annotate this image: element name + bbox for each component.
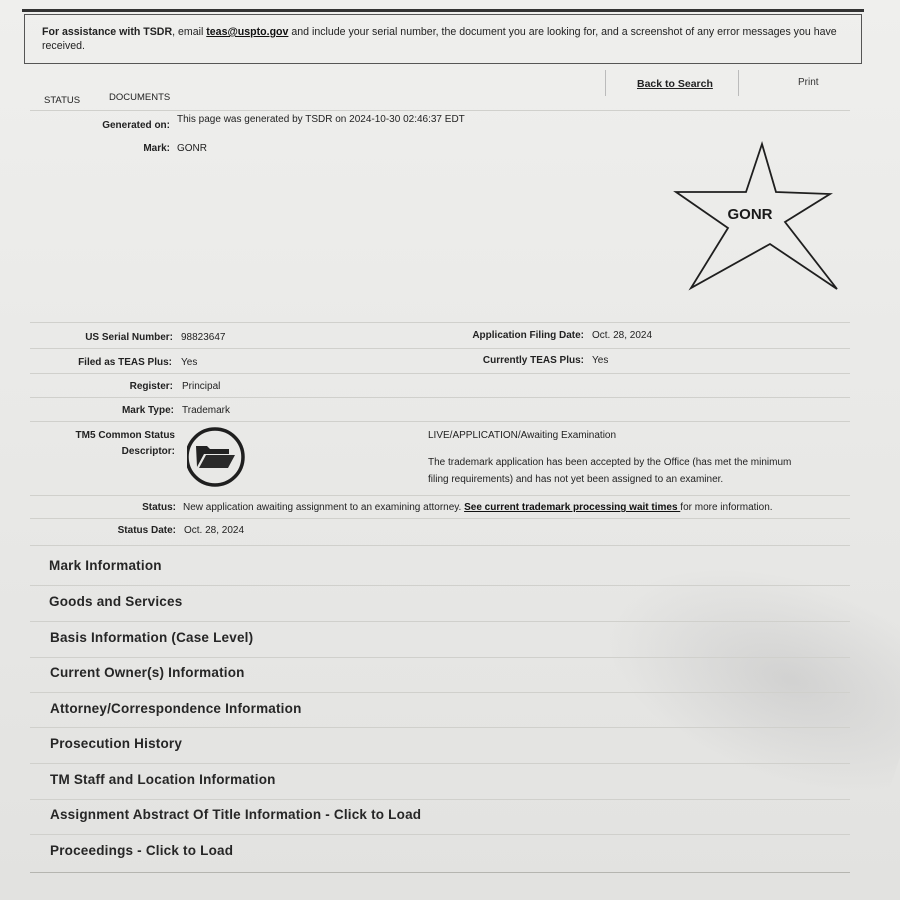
section-basis-information[interactable]: Basis Information (Case Level)	[50, 630, 254, 645]
assistance-middle: , email	[172, 26, 207, 38]
section-attorney-correspondence[interactable]: Attorney/Correspondence Information	[50, 701, 302, 716]
nav-divider	[738, 70, 739, 96]
tm5-label-line1: TM5 Common Status	[75, 430, 175, 441]
tab-status[interactable]: STATUS	[44, 95, 81, 106]
tm5-description-line2: filing requirements) and has not yet been assigned to an examiner.	[428, 474, 724, 485]
status-value	[183, 502, 773, 513]
support-email-link[interactable]: teas@uspto.gov	[206, 26, 289, 38]
divider	[30, 322, 850, 323]
divider	[30, 834, 850, 835]
mark-type-label: Mark Type:	[121, 405, 174, 416]
status-suffix: for more information.	[680, 502, 773, 513]
mark-label: Mark:	[143, 143, 170, 154]
filing-date-label: Application Filing Date:	[472, 330, 584, 341]
tm5-description-line1: The trademark application has been accepted by the Office (has met the minimum	[428, 457, 792, 468]
divider	[30, 373, 850, 374]
section-assignment-abstract[interactable]: Assignment Abstract Of Title Information - Click to Load	[50, 807, 422, 822]
register-value: Principal	[182, 381, 221, 392]
section-mark-information[interactable]: Mark Information	[49, 558, 162, 573]
assistance-suffix: and include your serial number, the document you are looking for, and a screenshot of any error messages you have received.	[42, 26, 837, 52]
teas-plus-label: Filed as TEAS Plus:	[78, 357, 172, 368]
status-label: Status:	[142, 502, 176, 513]
processing-wait-times-link[interactable]: See current trademark processing wait times	[464, 502, 681, 513]
filing-date-value: Oct. 28, 2024	[592, 330, 653, 341]
divider	[30, 518, 850, 519]
top-rule	[22, 9, 864, 12]
tm5-label-line2: Descriptor:	[121, 446, 175, 457]
divider	[30, 872, 850, 873]
status-text: New application awaiting assignment to an examining attorney.	[183, 502, 465, 513]
section-current-owner[interactable]: Current Owner(s) Information	[50, 665, 245, 680]
status-date-value: Oct. 28, 2024	[184, 525, 245, 536]
assistance-prefix: For assistance with TSDR	[42, 26, 173, 38]
teas-plus-value: Yes	[181, 357, 198, 368]
serial-value: 98823647	[181, 332, 226, 343]
divider	[30, 348, 850, 349]
mark-image-text: GONR	[727, 206, 773, 223]
mark-type-value: Trademark	[182, 405, 230, 416]
divider	[30, 621, 850, 622]
divider	[30, 545, 850, 546]
register-label: Register:	[129, 381, 173, 392]
section-prosecution-history[interactable]: Prosecution History	[50, 736, 183, 751]
tab-documents[interactable]: DOCUMENTS	[109, 92, 171, 103]
mark-image	[672, 140, 842, 300]
section-goods-and-services[interactable]: Goods and Services	[49, 594, 183, 609]
divider	[30, 585, 850, 586]
divider	[30, 110, 850, 111]
divider	[30, 727, 850, 728]
divider	[30, 421, 850, 422]
divider	[30, 657, 850, 658]
serial-label: US Serial Number:	[85, 332, 173, 343]
generated-label: Generated on:	[102, 120, 170, 131]
status-date-label: Status Date:	[117, 525, 176, 536]
section-proceedings[interactable]: Proceedings - Click to Load	[50, 843, 234, 858]
divider	[30, 692, 850, 693]
nav-divider	[605, 70, 606, 96]
tm5-status-text: LIVE/APPLICATION/Awaiting Examination	[428, 430, 617, 441]
current-teas-plus-label: Currently TEAS Plus:	[482, 355, 584, 366]
mark-value: GONR	[177, 143, 207, 154]
divider	[30, 763, 850, 764]
current-teas-plus-value: Yes	[592, 355, 609, 366]
generated-value: This page was generated by TSDR on 2024-10-30 02:46:37 EDT	[177, 114, 465, 125]
tm5-folder-icon	[187, 424, 247, 493]
divider	[30, 495, 850, 496]
assistance-banner	[24, 14, 862, 64]
print-link[interactable]: Print	[798, 77, 819, 88]
divider	[30, 799, 850, 800]
back-to-search-link[interactable]: Back to Search	[637, 78, 713, 90]
divider	[30, 397, 850, 398]
section-tm-staff-location[interactable]: TM Staff and Location Information	[50, 772, 276, 787]
